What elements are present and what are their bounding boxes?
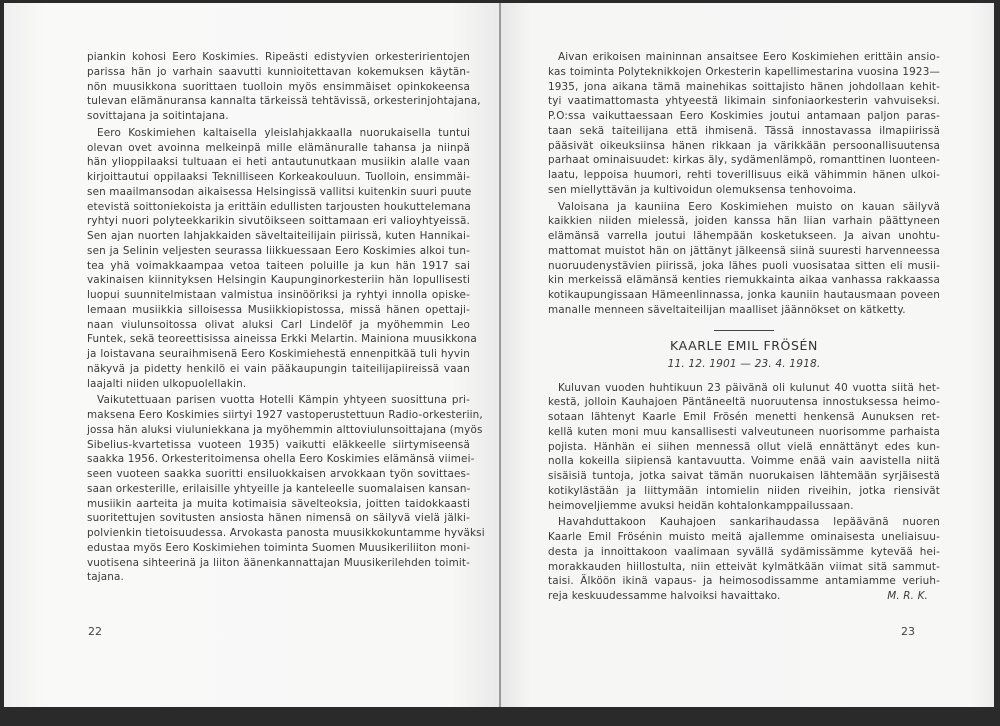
text-line: heimoveljiemme avuksi heidän kohtalonkamppailussaan.: [548, 499, 854, 512]
text-line: kin merkeissä elämänsä kenties riemukkainta aikaa vanhassa rakkaassa: [548, 274, 940, 287]
text-line: manalle menneen säveltaiteilijan maalliset jäännökset on kätketty.: [548, 303, 906, 316]
text-line: lemaan musiikkia silloisessa Musiikkiopistossa, missä hänen opettaji-: [87, 303, 470, 316]
text-line: Eero Koskimiehen kaltaisella yleislahjakkaalla nuorukaisella tuntui: [97, 126, 470, 139]
text-line: kotikylästään ja liittymään intomielin niiden riveihin, jotka riensivät: [548, 484, 940, 497]
text-line: tyi vaatimattomasta yhtyeestä likimain sinfoniaorkesterin vahvuiseksi.: [548, 95, 940, 108]
text-line: sen ja Selinin veljesten seurassa liikkuessaan Eero Koskimies alkoi tun-: [87, 244, 470, 257]
text-line: sen miellyttävän ja kultivoidun olemuksensa tenhovoima.: [548, 183, 857, 196]
text-line: sotaan lähtenyt Kaarle Emil Frösén menetti henkensä Aunuksen ret-: [548, 411, 940, 423]
text-line: Kaarle Emil Frösénin muisto meitä ajallemme ominaisesta uneliaisuu-: [548, 531, 940, 543]
text-line: hän ylioppilaaksi tultuaan ei heti antautunutkaan musiikin alalle vaan: [87, 156, 470, 169]
text-line: jossa hän aluksi viuluniekkana ja myöhemmin alttoviulunsoittajana (myös: [87, 423, 483, 436]
text-line: morakkauden hiillostulta, niin etteivät kylmätkään viimat sitä sammut-: [548, 560, 940, 573]
text-line: Aivan erikoisen maininnan ansaitsee Eero Koskimiehen erittäin ansio-: [558, 51, 940, 63]
text-line: Vaikutettuaan parisen vuotta Hotelli Kämpin yhtyeen suosittuna pri-: [97, 394, 470, 407]
text-line: P.O:ssa vaikuttaessaan Eero Koskimies joutui antamaan paljon paras-: [548, 110, 940, 122]
text-line: kotikaupungissaan Hämeenlinnassa, jonka kauniin hautausmaan poveen: [548, 289, 940, 301]
text-line: tajana.: [87, 571, 125, 584]
text-line: 1935, jona aikana tämä mainehikas soittajisto hänen johdollaan kehit-: [548, 80, 940, 93]
paragraph: [548, 200, 940, 318]
text-line: elämänsä varrella joutui lähempään kosketukseen. Ja aivan unohtu-: [548, 230, 940, 242]
last-line-text: reja keskuudessamme halvoiksi havaittako.: [548, 590, 781, 602]
page-number-right: 23: [901, 625, 915, 638]
text-line: sen maailmansodan aikaisessa Helsingissä vallitsi kuitenkin suuri puute: [87, 185, 472, 198]
text-line: pääsivät oikeuksiinsa hänen rikkaan ja värikkään persoonallisuutensa: [548, 139, 940, 152]
paragraph: [548, 381, 940, 514]
paragraph: [87, 393, 485, 585]
section-heading: KAARLE EMIL FRÖSÉN: [670, 337, 818, 353]
section-divider: [714, 330, 774, 331]
text-line: parissa hän jo varhain saavutti kunnioitettavan kokemuksen käytän-: [87, 65, 470, 78]
text-line: saan orkesterille, erilaisille yhtyeille ja kanteleelle suomalaisen kansan-: [87, 482, 471, 495]
text-line: sisäisiä tuntoja, jotka saivat tämän nuorukaisen lähtemään syrjäisestä: [548, 470, 940, 482]
text-line: saakka 1956. Orkesteritoimensa ohella Eero Koskimies elämänsä viimei-: [87, 453, 475, 466]
text-line: pojista. Hänhän ei siihen mennessä ollut vielä ennättänyt edes kun-: [548, 440, 940, 453]
text-line: vuotisena sihteerinä ja liiton äänenkannattajan Muusikerilehden toimit-: [87, 556, 470, 569]
text-line: Sibelius-kvartetissa vuoteen 1935) vaikutti eläkkeelle siirtymiseensä: [87, 438, 470, 451]
text-line: maksena Eero Koskimies siirtyi 1927 vastoperustettuun Radio-orkesteriin,: [87, 409, 483, 421]
left-page-text: [87, 50, 485, 587]
text-line: taan sekä taiteilijana että ihmisenä. Tässä innostavassa ilmapiirissä: [548, 124, 940, 137]
text-line: seen vuoteen saakka suoritti ensiluokkaisen arvokkaan työn sovittaes-: [87, 468, 470, 480]
text-line: laatu, leppoisa huumori, rehti toverillisuus eikä vähimmin hänen ulkoi-: [548, 169, 940, 181]
text-line: polvienkin tietoisuudessa. Arvokasta panosta muusikkokuntamme hyväksi: [87, 527, 485, 539]
page-number-left: 22: [88, 625, 102, 638]
right-top-text: [548, 50, 940, 318]
text-line: etevistä soittoniekoista ja erittäin edullisten tarjousten houkuttelemana: [87, 200, 471, 213]
text-line: tea yhä voimakkaampaa vetoa taiteen poluille ja kun hän 1917 sai: [87, 259, 470, 272]
text-line: tulevan elämänuransa kannalta tärkeissä tehtävissä, orkesterinjohtajana,: [87, 95, 481, 108]
text-line: desta ja innoittakoon vaalimaan syvällä sydämissämme kytevää hei-: [548, 545, 940, 558]
paragraph: [87, 126, 477, 392]
author-signature: M. R. K.: [887, 590, 928, 602]
paragraph: [548, 50, 940, 198]
text-line: olevan ovet avoinna melkeinpä mille elämänuralle tahansa ja niinpä: [87, 141, 470, 154]
text-line: edustaa myös Eero Koskimiehen toiminta Suomen Muusikeriliiton moni-: [87, 541, 471, 554]
text-line: [548, 589, 940, 604]
text-line: ja loistavana seuraihmisenä Eero Koskimiehestä ennenpitkää tuli hyvin: [87, 348, 470, 360]
text-line: nuoruudenystävien piirissä, joka lähes puoli vuosisataa sitten eli musii-: [548, 259, 940, 272]
right-page-text: [548, 50, 940, 606]
text-line: Valoisana ja kauniina Eero Koskimiehen muisto on kauan säilyvä: [558, 200, 940, 213]
right-bottom-text: [548, 381, 940, 604]
text-line: mattomat muistot hän on jättänyt jälkeensä siinä suuresti harvenneessa: [548, 244, 940, 257]
text-line: ryhtyi nuori polyteekkarikin sivutöikseen soittamaan eri valioyhtyeissä.: [87, 215, 470, 228]
text-line: nön muusikkona suorittaen tuolloin myös ensimmäiset opinkokeensa: [87, 80, 470, 93]
text-line: Funtek, sekä teoreettisissa aineissa Erkki Melartin. Mainiona muusikkona: [87, 333, 477, 346]
text-line: vakinaisen kiinnityksen Helsingin Kaupunginorkesteriin hän lopullisesti: [87, 274, 470, 287]
left-page: [4, 3, 500, 707]
text-line: kellä kuten moni muu kansallisesti valveutuneen nuorisomme parhaista: [548, 425, 940, 438]
text-line: Kuluvan vuoden huhtikuun 23 päivänä oli kulunut 40 vuotta siitä het-: [558, 381, 940, 394]
text-line: sovittajana ja soitintajana.: [87, 110, 229, 122]
text-line: naan viulunsoitossa olivat aluksi Carl Lindelöf ja myöhemmin Leo: [87, 318, 470, 331]
text-line: kirjoittautui oppilaaksi Teknilliseen Korkeakouluun. Tuolloin, ensimmäi-: [87, 171, 470, 183]
text-line: kas toiminta Polyteknikkojen Orkesterin kapellimestarina vuosina 1923—: [548, 65, 940, 78]
text-line: näkyvä ja pidetty henkilö ei vain pääkaupungin taiteilijapiireissä vaan: [87, 362, 470, 375]
section-dates: 11. 12. 1901 — 23. 4. 1918.: [667, 357, 821, 370]
paragraph: [548, 515, 940, 604]
text-line: musiikin aarteita ja muita kotimaisia sävelteoksia, joitten taidokkaasti: [87, 497, 470, 510]
right-page: [501, 3, 994, 707]
text-line: taisi. Älköön ikinä vapaus- ja heimosodissamme antamiamme veriuh-: [548, 575, 940, 588]
paragraph: [87, 50, 481, 124]
text-line: kaikkien niiden mielessä, joiden kanssa hän liian varhain päättyneen: [548, 215, 940, 228]
text-line: Sen ajan nuorten lahjakkaiden säveltaiteilijain piirissä, kuten Hannikai-: [87, 230, 470, 242]
text-line: suoritettujen sovitusten ansiosta hänen nimensä on säilyvä vielä jälki-: [87, 512, 470, 525]
text-line: piankin kohosi Eero Koskimies. Ripeästi edistyvien orkesteririentojen: [87, 51, 470, 63]
text-line: nolla kokeilla siipiensä kantavuutta. Voimme enää vain aavistella niitä: [548, 455, 940, 468]
text-line: laajalti niiden ulkopuolellakin.: [87, 377, 247, 390]
text-line: Havahduttakoon Kauhajoen sankarihaudassa lepäävänä nuoren: [558, 516, 940, 529]
text-line: parhaat ominaisuudet: kirkas äly, sydämenlämpö, romanttinen luonteen-: [548, 154, 940, 167]
text-line: luopui suunnitelmistaan valmistua insinööriksi ja ryhtyi innolla opiske-: [87, 289, 470, 301]
text-line: kestä, jolloin Kauhajoen Päntäneeltä nuoruutensa innostuksessa heimo-: [548, 396, 940, 409]
